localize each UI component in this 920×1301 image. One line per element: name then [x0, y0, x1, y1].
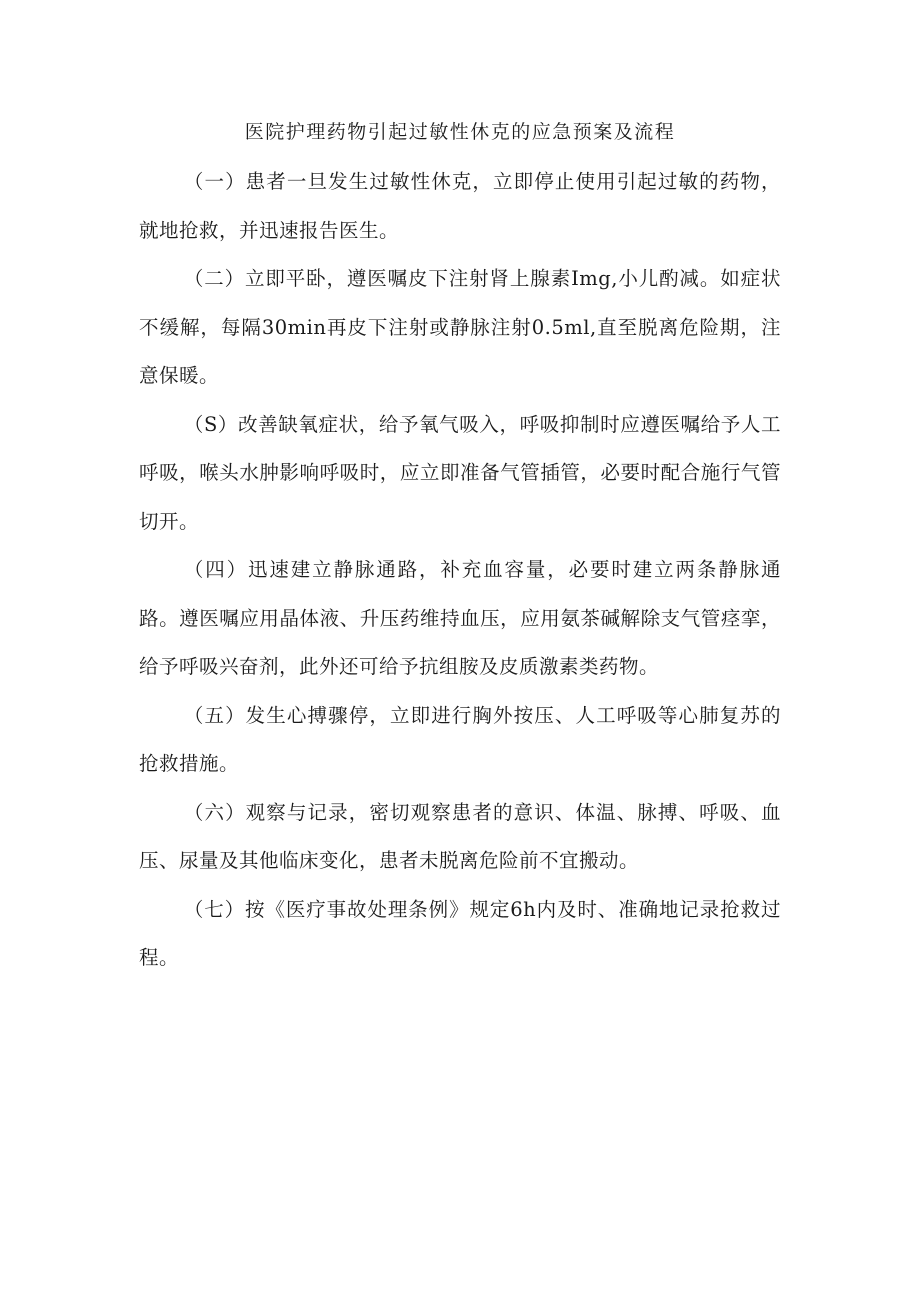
- document-title: 医院护理药物引起过敏性休克的应急预案及流程: [244, 121, 676, 143]
- paragraph-4: （四）迅速建立静脉通路，补充血容量，必要时建立两条静脉通路。遵医嘱应用晶体液、升压药维持血压，应用氨茶碱解除支气管痉挛，给予呼吸兴奋剂，此外还可给予抗组胺及皮质激素类药物。: [139, 558, 781, 678]
- paragraph-2: （二）立即平卧，遵医嘱皮下注射肾上腺素Img,小儿酌减。如症状不缓解，每隔30min再皮下注射或静脉注射0.5ml,直至脱离危险期，注意保暖。: [139, 267, 781, 387]
- paragraph-3: （S）改善缺氧症状，给予氧气吸入，呼吸抑制时应遵医嘱给予人工呼吸，喉头水肿影响呼吸时，应立即准备气管插管，必要时配合施行气管切开。: [139, 412, 781, 533]
- paragraph-1: （一）患者一旦发生过敏性休克，立即停止使用引起过敏的药物，就地抢救，并迅速报告医生。: [139, 170, 781, 242]
- paragraph-7: （七）按《医疗事故处理条例》规定6h内及时、准确地记录抢救过程。: [139, 897, 781, 969]
- paragraph-5: （五）发生心搏骤停，立即进行胸外按压、人工呼吸等心肺复苏的抢救措施。: [139, 703, 781, 775]
- document-body: [139, 158, 781, 983]
- paragraph-6: （六）观察与记录，密切观察患者的意识、体温、脉搏、呼吸、血压、尿量及其他临床变化，患者未脱离危险前不宜搬动。: [139, 800, 781, 872]
